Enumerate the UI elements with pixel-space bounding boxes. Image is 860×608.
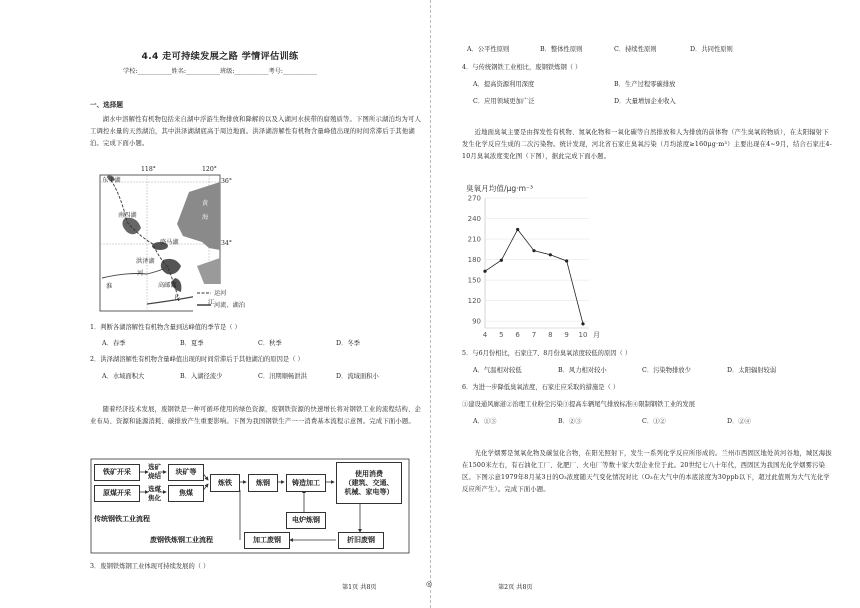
chart-y-tick-label: 150 [467,276,481,285]
map-label-huai: 淮 [106,283,113,290]
map-label-huang: 黄 [202,200,209,207]
chart-x-unit: 月 [593,331,600,339]
ozone-point-month-4 [483,270,486,273]
flow-coke: 焦煤 [168,485,204,502]
chart-y-label: 臭氧月均值/μg·m⁻³ [466,184,534,193]
chart-y-tick-label: 180 [467,256,481,265]
map-label-chang: 长 [174,295,181,302]
q2-option-c[interactable]: C．汛期顺畅泄洪 [258,373,307,380]
q4-option-d[interactable]: D．大量增加企业收入 [614,98,676,105]
flow-label-traditional: 传统钢铁工业流程 [94,515,150,523]
header-fields: 学校:___________姓名:___________班级:___________考号:___________ [123,68,317,75]
map-label-dongping: 东平湖 [102,177,121,184]
chart-y-tick-label: 120 [467,297,481,306]
page-title: 4.4 走可持续发展之路 学情评估训练 [141,51,299,62]
q4-stem: 4．与传统钢铁工业相比，废钢铁炼钢（ ） [462,64,582,71]
map-label-gaoyou: 高邮湖 [158,282,177,289]
q5-option-c[interactable]: C．污染物排放少 [642,367,691,374]
q3-option-d[interactable]: D．共同性原则 [690,46,733,53]
chart-x-tick-label: 10 [578,331,588,339]
flow-beneficiation: 选矿 [148,463,161,471]
ozone-chart [455,190,605,340]
q1-stem: 1．判断各湖溶解性有机物含量到达峰值的季节是（ ） [90,324,241,331]
q2-stem: 2．洪泽湖溶解性有机物含量峰值出现的时间常滞后于其他湖泊的原因是（ ） [90,356,304,363]
map-lon-118: 118° [141,166,156,173]
q6-option-c[interactable]: C．①② [642,418,666,425]
flow-coal-mine: 原煤开采 [94,485,140,502]
q1-option-b[interactable]: B．夏季 [180,340,204,347]
q3-option-a[interactable]: A．公平性原则 [467,46,510,53]
chart-x-tick-label: 6 [515,331,520,339]
map-legend-canal: 运河 [214,290,227,297]
flow-ironmaking: 炼铁 [210,474,240,492]
q4-option-a[interactable]: A．提高资源利用深度 [473,81,535,88]
flow-iron-mine: 铁矿开采 [94,464,140,481]
chart-y-tick-label: 90 [472,317,481,326]
q3-stem: 3．废钢铁炼钢工业体现可持续发展的（ ） [90,563,210,570]
flow-coal-wash: 选煤 [148,485,161,493]
page-number-left: 第1页 共8页 [342,584,377,591]
q4-option-b[interactable]: B．生产过程零碳排放 [614,81,676,88]
q6-option-b[interactable]: B．②③ [558,418,582,425]
q2-option-d[interactable]: D．流域面积小 [336,373,379,380]
flow-sinter: 烧结 [148,472,161,480]
q4-option-c[interactable]: C．应用领域更加广泛 [473,98,535,105]
flow-dismantle-scrap: 折旧废钢 [338,532,384,549]
chart-y-tick-label: 270 [467,194,481,203]
intro-passage-2: 随着经济技术发展，废钢铁是一种可循环使用的绿色资源，废钢铁资源的快速增长将对钢铁工业的流程结构、企业布局、资源和能源消耗、碳排放产生重要影响。下图为我国钢铁生产一一消费基本流程示意图。完成下面小题。 [90,406,421,425]
q3-option-b[interactable]: B．整体性原则 [540,46,583,53]
q3-option-c[interactable]: C．持续性原则 [614,46,657,53]
intro-passage-4: 光化学烟雾是氮氧化物及碳氢化合物，在阳光照射下，发生一系列化学反应所形成的。兰州市西固区地处黄河谷地，城区海拔在1500米左右，有石油化工厂、化肥厂、火电厂等数十家大型企业位于此。20世纪七八十年代，西固区为我国光化学烟雾污染区。下图示意1979年8月某3日的O₃浓度随天气变化情况对比（O₃在大气中的本底浓度为30ppb以下，超过此值则为大气光化学反应所产生）。完成下面小题。 [462,450,832,493]
map-lon-120: 120° [202,166,217,173]
chart-y-tick-label: 210 [467,235,481,244]
map-label-nansi: 南四湖 [118,212,137,219]
q2-option-b[interactable]: B．入湖径流少 [180,373,223,380]
ozone-series-line [485,229,583,323]
q1-option-c[interactable]: C．秋季 [258,340,282,347]
steel-flow-diagram [90,458,410,554]
chart-y-axis [468,195,481,326]
section-heading: 一、选择题 [90,101,123,109]
chart-x-axis [483,331,588,339]
map-label-luoma: 骆马湖 [160,239,179,246]
ozone-point-month-9 [565,259,568,262]
ozone-point-month-8 [549,253,552,256]
flow-label-scrap: 废钢铁炼钢工业流程 [150,536,213,544]
q1-option-d[interactable]: D．冬季 [336,340,360,347]
ozone-point-month-5 [500,259,503,262]
flow-steelmaking: 炼钢 [248,474,278,492]
ozone-point-month-10 [581,322,584,325]
intro-passage-1: 湖水中溶解性有机物包括来自湖中浮游生物排放和降解的以及入湖河水挟带的腐殖质等。下图所示湖泊均为可人工调控水量的天然湖泊，其中洪泽湖湖底高于周边地面。洪泽湖溶解性有机物含量峰值出现的时间常滞后于其他湖泊。完成下面小题。 [90,116,421,147]
map-lat-34: 34° [221,240,232,247]
map-legend-river: 河流、湖泊 [214,302,245,309]
ozone-point-month-7 [532,249,535,252]
map-label-hai: 海 [202,214,209,221]
page-divider [430,0,431,608]
q5-option-b[interactable]: B．风力相对较小 [558,367,607,374]
q6-option-a[interactable]: A．①③ [473,418,497,425]
flow-eaf: 电炉炼钢 [286,512,326,529]
chart-x-tick-label: 9 [564,331,569,339]
chart-x-tick-label: 7 [531,331,537,339]
ozone-point-month-6 [516,228,519,231]
flow-coking: 焦化 [148,494,161,502]
q6-option-d[interactable]: D．②④ [727,418,751,425]
q2-option-a[interactable]: A．水域面积大 [102,373,145,380]
q5-option-a[interactable]: A．气温相对较低 [473,367,522,374]
flow-use: 使用消费 （建筑、交通、 机械、家电等） [336,462,402,504]
q6-stem: 6．为进一步降低臭氧浓度，石家庄应采取的措施是（ ） [462,384,620,391]
chart-x-tick-label: 4 [482,331,488,339]
ozone-series-points [483,228,584,326]
chart-x-tick-label: 8 [548,331,553,339]
chart-grid [485,198,589,328]
page-number-right: 第2页 共8页 [498,584,533,591]
center-mark-icon: ◎ [426,580,433,588]
map-lat-36: 36° [221,178,232,185]
chart-y-tick-label: 240 [467,215,481,224]
flow-casting: 铸造加工 [286,474,326,492]
q1-option-a[interactable]: A．春季 [102,340,126,347]
map-label-hongze: 洪泽湖 [136,258,155,265]
intro-passage-3: 近地面臭氧主要是由挥发性有机物、氮氧化物和一氧化碳等自然排放和人为排放的前体物（产生臭氧的物质），在太阳辐射下发生化学反应生成的二次污染物。统计发现，河北省石家庄臭氧污染（月均浓度≥160μg·m³）主要出现在4~9月，结合石家庄4-10月臭氧浓度变化图（下图），据此完成下面小题。 [462,129,832,160]
q5-stem: 5．与6月份相比，石家庄7、8月份臭氧浓度较低的原因（ ） [462,350,632,357]
map-label-jiang: 江 [208,299,215,306]
q5-option-d[interactable]: D．太阳辐射较弱 [727,367,777,374]
chart-x-tick-label: 5 [499,331,504,339]
q6-measures: ①建设通风廊道②治理工业粉尘污染③提高车辆尾气排放标准④限制钢铁工业的发展 [462,401,695,408]
flow-lump-ore: 块矿等 [168,464,204,481]
map-label-he: 河 [137,270,144,277]
flow-processing-scrap: 加工废钢 [244,532,290,549]
